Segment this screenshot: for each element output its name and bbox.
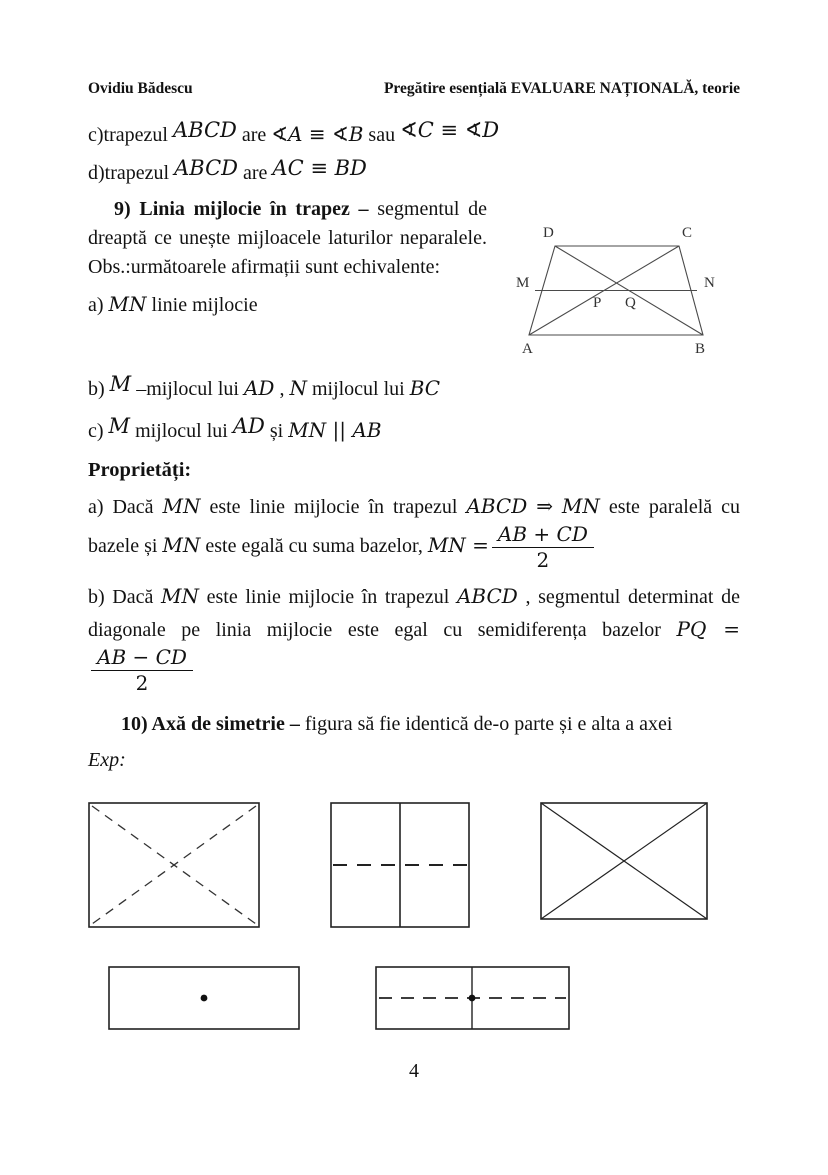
figure-rectangle-solid-diagonals (540, 802, 708, 920)
math-mn: MN (108, 292, 147, 317)
text-run: , (279, 378, 285, 401)
text-run: mijlocul lui (135, 419, 228, 442)
math-mn-equals: MN = (427, 532, 489, 557)
point-label-p: P (593, 295, 602, 312)
item-label: b) (88, 378, 105, 401)
fraction-numerator: AB + CD (492, 523, 594, 548)
text-run: a) Dacă (88, 495, 154, 518)
math-ad: AD (232, 413, 265, 438)
math-diagonals: AC ≡ BD (272, 155, 367, 180)
fraction-diff-bases (91, 646, 193, 695)
center-dot (201, 994, 208, 1001)
math-abcd: ABCD (174, 155, 238, 180)
section-10-axa-de-simetrie (88, 709, 740, 739)
vertex-label-d: D (543, 225, 554, 242)
square-axes-svg (330, 802, 470, 928)
item-label: c) (88, 419, 104, 442)
text-run: sau (368, 124, 396, 146)
header-book-title: Pregătire esențială EVALUARE NAȚIONALĂ, teorie (383, 80, 740, 97)
math-mn: MN (162, 532, 201, 557)
text-run: –mijlocul lui (136, 378, 239, 401)
text-run: este linie mijlocie în trapezul (206, 585, 450, 608)
math-mn: MN (161, 583, 199, 608)
page-number: 4 (409, 1060, 419, 1082)
text-run: este paralelă cu bazele și (88, 495, 740, 557)
rectangle-dot-svg (108, 966, 300, 1030)
dashed-diagonal-2 (92, 806, 256, 924)
text-run: c)trapezul (88, 124, 168, 146)
section-9-item-b (88, 371, 740, 407)
page-header (88, 80, 740, 98)
math-mn: MN (162, 493, 201, 518)
property-b-paragraph (88, 580, 740, 695)
math-n: N (289, 376, 307, 401)
fraction-denominator: 2 (536, 547, 550, 572)
midpoint-label-n: N (704, 275, 715, 292)
text-run: d)trapezul (88, 161, 170, 184)
text-run: b) Dacă (88, 585, 154, 608)
center-dot (469, 994, 476, 1001)
math-ad: AD (243, 376, 275, 401)
math-angles-ab: ∢A ≡ ∢B (271, 122, 364, 146)
math-bc: BC (409, 376, 441, 401)
rectangle-diagonals-svg (540, 802, 708, 920)
vertex-label-a: A (522, 341, 533, 358)
math-m: M (108, 413, 131, 438)
math-abcd: ABCD (466, 493, 528, 518)
text-run: mijlocul lui (311, 378, 405, 401)
fraction-numerator: AB − CD (91, 646, 193, 671)
section-9-title: 9) Linia mijlocie în trapez – (114, 198, 369, 221)
text-run: are (241, 124, 267, 146)
header-author: Ovidiu Bădescu (88, 80, 193, 97)
point-label-q: Q (625, 295, 636, 312)
rectangle-axes-dot-svg (375, 966, 570, 1030)
vertex-label-c: C (682, 225, 693, 242)
math-angles-cd: ∢C ≡ ∢D (400, 118, 500, 142)
symmetry-figures-row-1 (88, 802, 740, 928)
properties-heading: Proprietăți: (88, 458, 192, 481)
vertex-label-b: B (695, 341, 706, 358)
trapezoid-diagram (505, 221, 740, 359)
math-abcd: ABCD (456, 583, 518, 608)
trapezoid-svg (505, 221, 740, 359)
math-mn-parallel-ab: MN || AB (288, 417, 382, 442)
example-label: Exp: (88, 748, 126, 771)
text-run: linie mijlocie (151, 294, 258, 317)
figure-rectangle-center-dot (108, 966, 300, 1030)
math-pq-equals: PQ = (676, 616, 741, 641)
item-c-line (88, 118, 740, 152)
item-d-line (88, 156, 740, 190)
property-a-paragraph (88, 490, 740, 572)
text-run: este egală cu suma bazelor, (205, 534, 423, 557)
item-label: a) (88, 294, 104, 317)
figure-square-axes (330, 802, 470, 928)
section-9-item-c (88, 413, 740, 449)
square-dashed-diagonals-svg (88, 802, 260, 928)
math-mn: MN (561, 493, 600, 518)
symmetry-figures-row-2 (88, 966, 740, 1030)
section-9-linia-mijlocie (88, 195, 740, 365)
section-9-body: segmentul de dreaptă ce unește mijloacele laturilor neparalele. Obs.:următoarele afirmații sunt echivalente: (88, 198, 488, 279)
figure-square-dashed-diagonals (88, 802, 260, 928)
fraction-denominator: 2 (135, 670, 149, 695)
math-abcd: ABCD (172, 118, 237, 142)
implies-arrow: ⇒ (536, 493, 553, 518)
text-run: are (242, 161, 268, 184)
text-run: , segmentul determinat de diagonale pe linia mijlocie este egal cu semidiferența bazelor (88, 585, 741, 641)
section-10-title: 10) Axă de simetrie – (121, 712, 300, 735)
text-run: este linie mijlocie în trapezul (209, 495, 458, 518)
section-10-body: figura să fie identică de-o parte și e alta a axei (304, 712, 673, 735)
midpoint-label-m: M (516, 275, 530, 292)
math-m: M (109, 372, 132, 397)
fraction-sum-bases (492, 523, 594, 572)
figure-rectangle-axes-center-dot (375, 966, 570, 1030)
text-run: și (269, 419, 284, 442)
